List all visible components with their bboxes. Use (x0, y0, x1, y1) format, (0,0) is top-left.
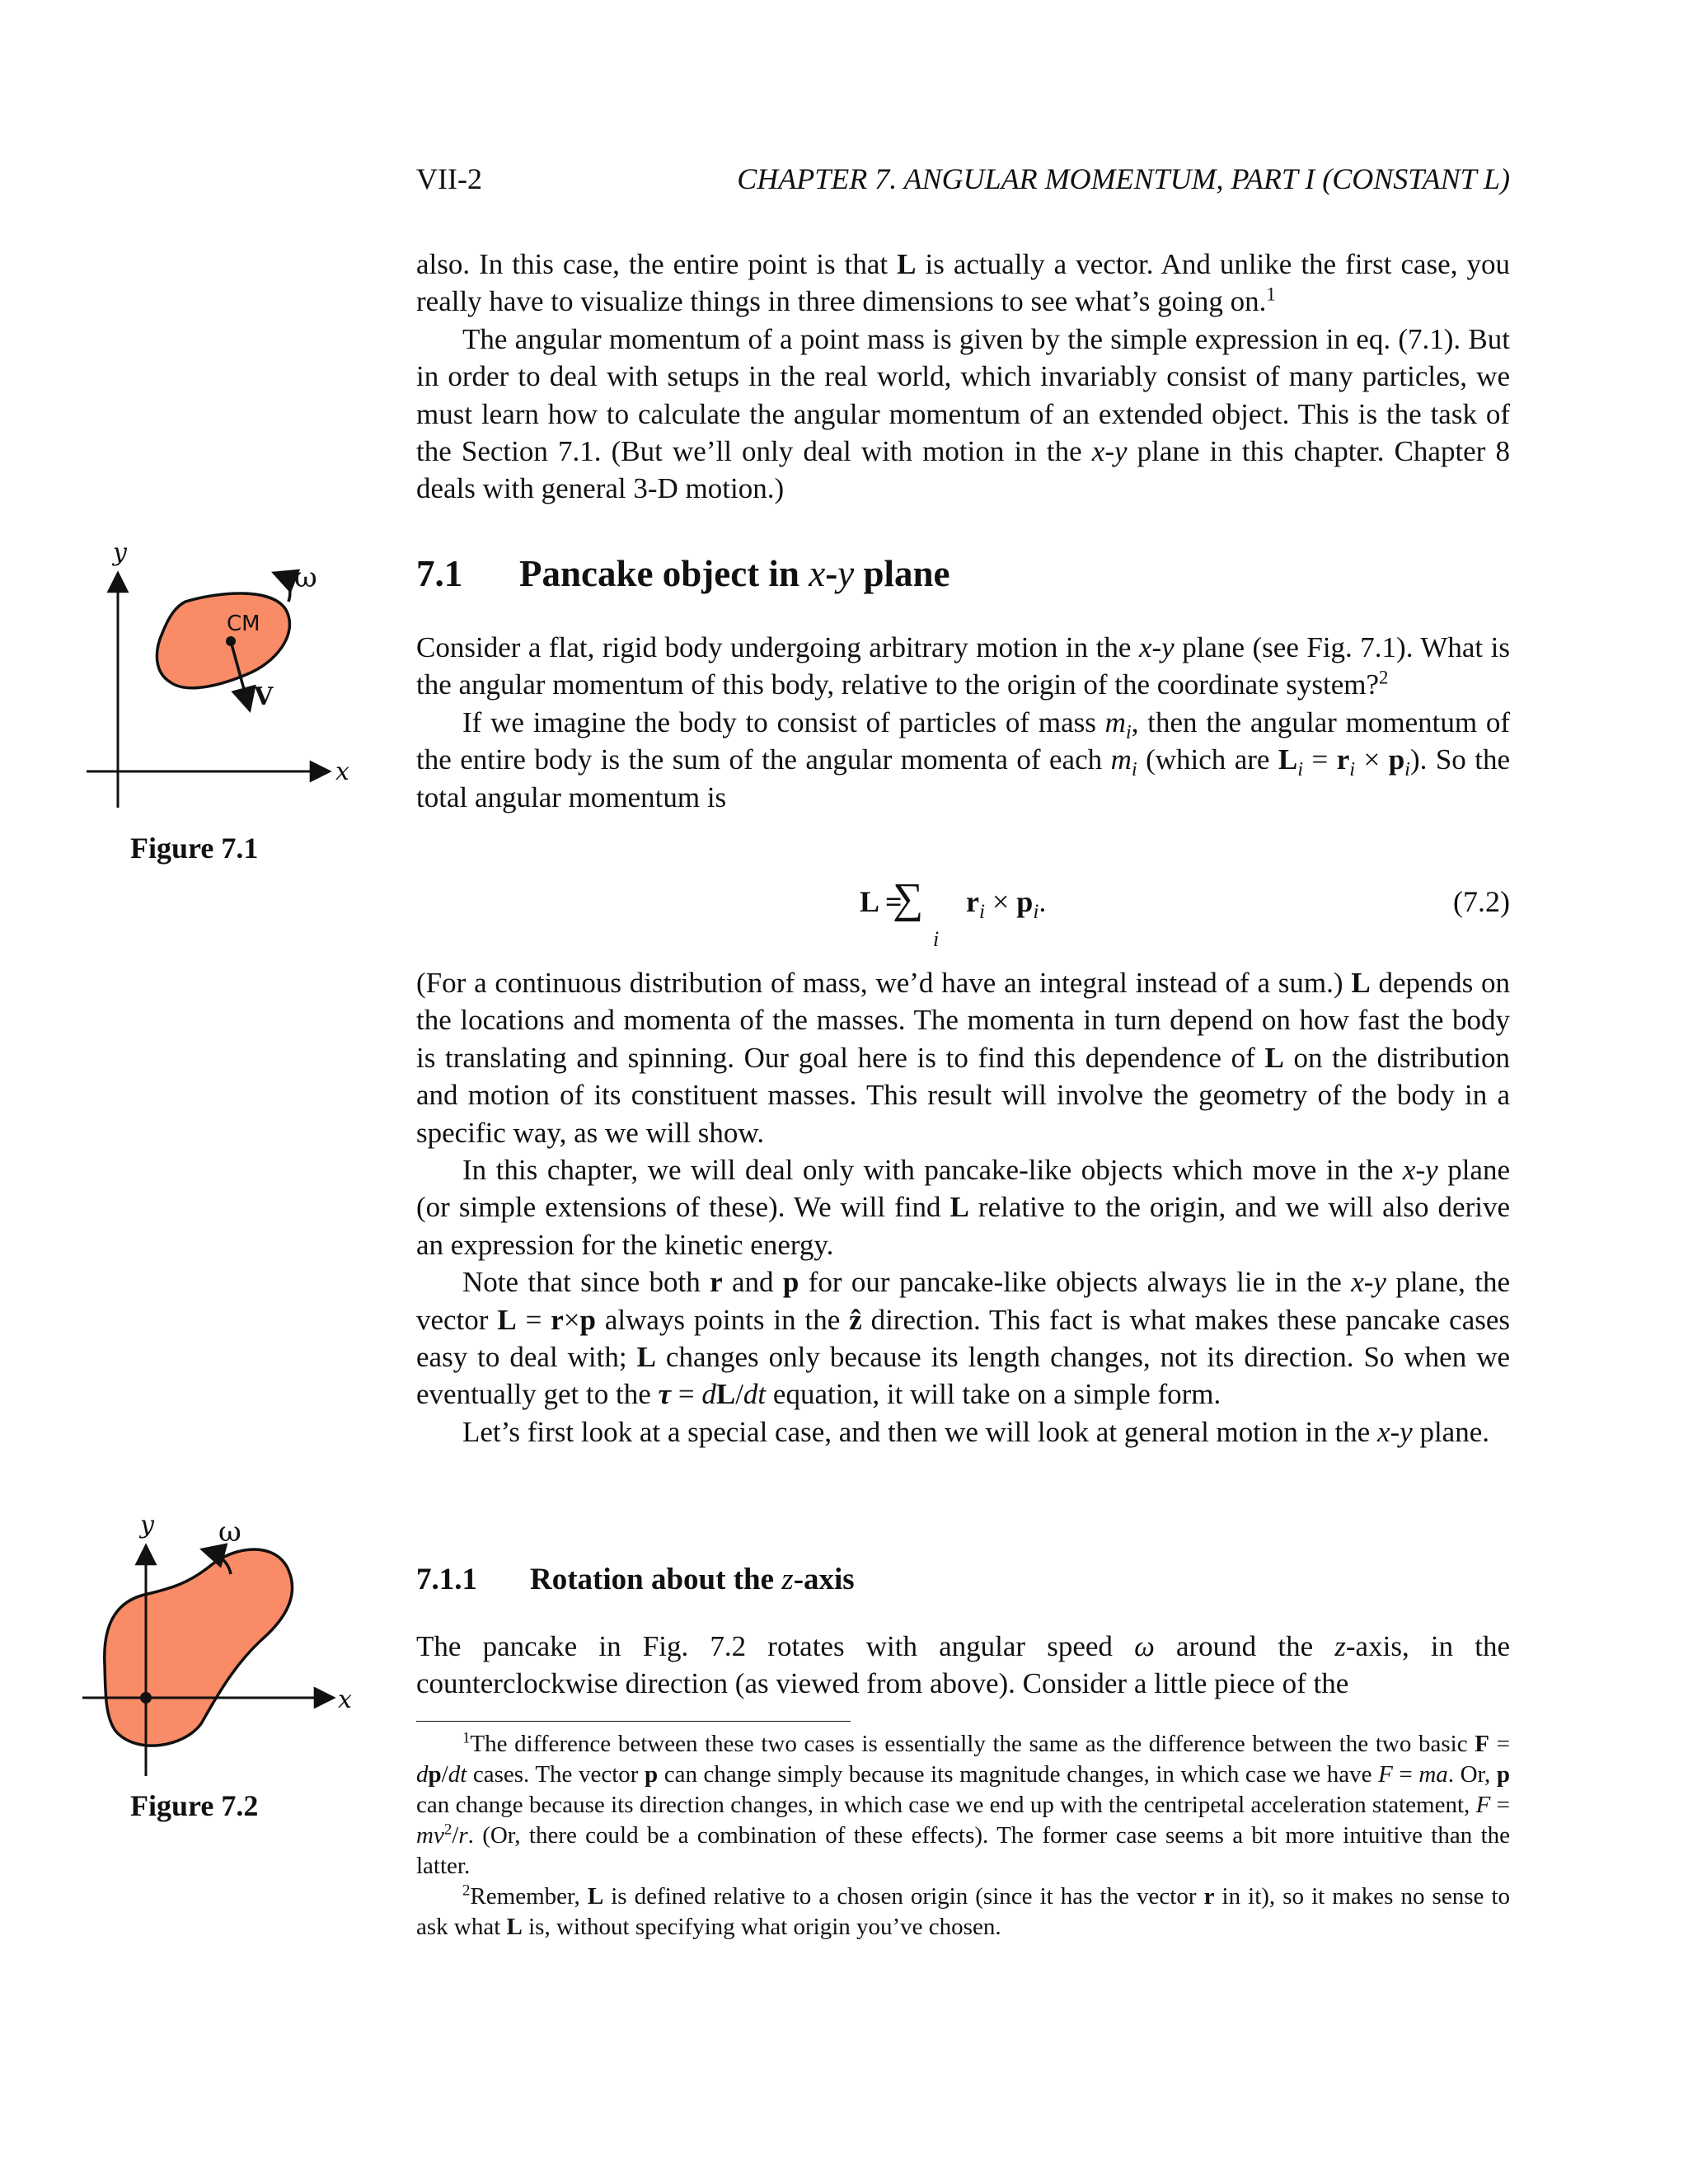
equation-sum-index: i (933, 927, 940, 951)
fig1-cm-label: CM (227, 612, 260, 636)
after-eq-paragraph-3: Note that since both r and p for our pancake-like objects always lie in the x-y plane, the vector L = r×p always points in the ẑ direction. This fact is what makes these pancake cases easy to deal with; L changes only because its length changes, not its direction. So when we eventually get to the τ = dL/dt equation, it will take on a simple form. (416, 1266, 1511, 1411)
fig1-pancake-shape (157, 593, 289, 688)
figure-7-2-diagram (78, 1500, 367, 1788)
equation-rhs: $r_i \times p_i$. (966, 885, 1047, 924)
equation-number: (7.2) (1453, 885, 1510, 918)
subsection-heading (416, 1562, 855, 1597)
fig1-x-label: x (335, 757, 349, 786)
subsection-text (416, 1628, 1510, 1703)
after-eq-paragraph-1: (For a continuous distribution of mass, we’d have an integral instead of a sum.) L depends on the locations and momenta of the masses. The momenta in turn depend on how fast the body is translating and spinning. Our goal here is to find this dependence of L on the distribution and motion of its constituent masses. This result will involve the geometry of the body in a specific way, as we will show. (416, 967, 1511, 1149)
intro-paragraph-1: also. In this case, the entire point is that L is actually a vector. And unlike the first case, you really have to visualize things in three dimensions to see what’s going on.$^1$ (416, 248, 1510, 318)
section-paragraph-1: Consider a flat, rigid body undergoing arbitrary motion in the x-y plane (see Fig. 7.1). What is the angular momentum of this body, relative to the origin of the coordinate system?$^2$ (416, 631, 1510, 701)
chapter-title (737, 162, 1510, 196)
page-number: VII-2 (416, 162, 482, 195)
fig2-pancake-shape (105, 1549, 293, 1746)
section-text (416, 629, 1510, 816)
fig2-omega-label: ω (218, 1516, 241, 1549)
figure-7-2-caption: Figure 7.2 (130, 1789, 259, 1822)
running-header (416, 162, 1510, 201)
subsection-paragraph-1: The pancake in Fig. 7.2 rotates with angular speed ω around the z-axis, in the counterclockwise direction (as viewed from above). Consider a little piece of the (416, 1630, 1511, 1700)
figure-7-1-caption: Figure 7.1 (130, 832, 259, 865)
fig1-y-label: y (113, 538, 127, 567)
footnote-2: $^2$Remember, L is defined relative to a chosen origin (since it has the vector r in it), so it makes no sense to ask what L is, without specifying what origin you’ve chosen. (416, 1882, 1510, 1940)
fig1-v-label: V (254, 682, 274, 711)
fig2-origin-dot (140, 1692, 152, 1704)
fig1-rotation-arrow (274, 573, 290, 602)
equation-lhs: L = (860, 885, 903, 918)
subsection-title: Rotation about the z-axis (530, 1563, 855, 1596)
fig1-omega-label: ω (294, 561, 317, 594)
figure-7-1-diagram (78, 536, 367, 824)
section-number: 7.1 (416, 553, 463, 594)
intro-paragraph-2: The angular momentum of a point mass is given by the simple expression in eq. (7.1). But in order to deal with setups in the real world, which invariably consist of many particles, we must learn how to calculate the angular momentum of an extended object. This is the task of the Section 7.1. (But we’ll only deal with motion in the x-y plane in this chapter. Chapter 8 deals with general 3-D motion.) (416, 322, 1511, 505)
chapter-title-text: CHAPTER 7. ANGULAR MOMENTUM, PART I (CONSTANT L) (737, 162, 1510, 195)
after-equation-text (416, 964, 1510, 1451)
footnote-rule (416, 1721, 851, 1722)
footnotes (416, 1729, 1510, 1943)
section-title: Pancake object in x-y plane (519, 553, 950, 594)
section-heading (416, 552, 950, 595)
section-paragraph-2: If we imagine the body to consist of particles of mass $m_i$, then the angular momentum of the entire body is the sum of the angular momenta of each $m_i$ (which are $L_i = r_i \times p_i$). So the total angular momentum is (416, 705, 1510, 813)
after-eq-paragraph-2: In this chapter, we will deal only with pancake-like objects which move in the x-y plane (or simple extensions of these). We will find L relative to the origin, and we will also derive an expression for the kinetic energy. (416, 1154, 1510, 1261)
fig2-y-label: y (140, 1511, 154, 1540)
fig2-x-label: x (338, 1685, 352, 1714)
subsection-number: 7.1.1 (416, 1563, 477, 1596)
intro-text (416, 246, 1510, 508)
equation-7-2 (416, 876, 1510, 967)
footnote-1: $^1$The difference between these two cases is essentially the same as the difference between the two basic F = dp/dt cases. The vector p can change simply because its magnitude changes, in which case we have F = ma. Or, p can change because its direction changes, in which case we end up with the centripetal acceleration statement, $F = mv^2/r$. (Or, there could be a combination of these effects). The former case seems a bit more intuitive than the latter. (416, 1729, 1511, 1879)
after-eq-paragraph-4: Let’s first look at a special case, and then we will look at general motion in the x-y plane. (462, 1415, 1489, 1448)
equation-sum-symbol: ∑ (893, 875, 924, 922)
